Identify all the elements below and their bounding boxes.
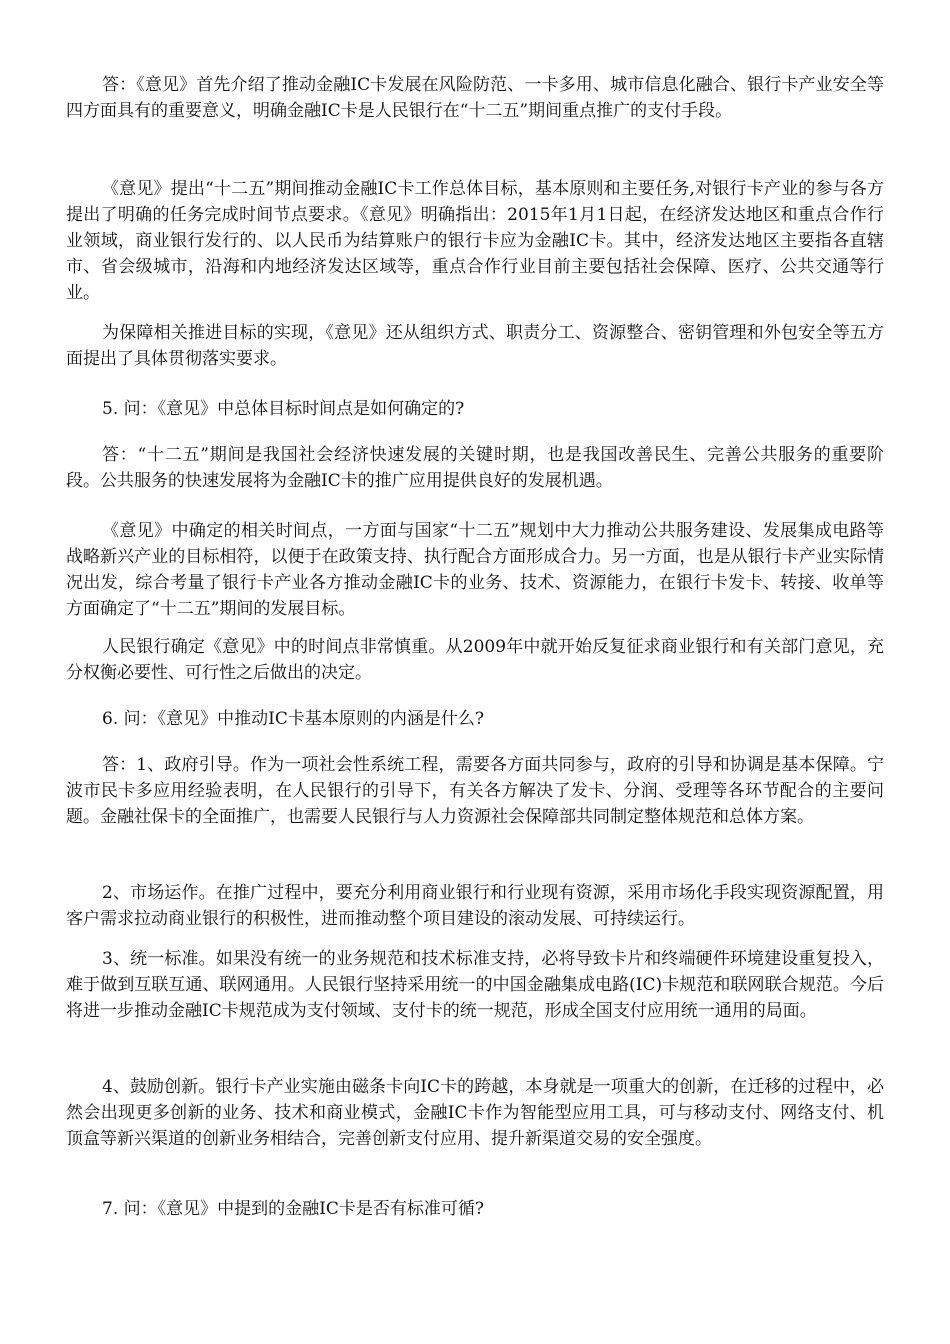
paragraph-time-points: 《意见》中确定的相关时间点，一方面与国家“十二五”规划中大力推动公共服务建设、发展集成电路等战略新兴产业的目标相符，以便于在政策支持、执行配合方面形成合力。另一方面，也是从银行卡产业实际情况出发，综合考量了银行卡产业各方推动金融IC卡的业务、技术、资源能力，在银行卡发卡、转接、收单等方面确定了“十二五”期间的发展目标。 bbox=[66, 521, 884, 619]
paragraph-pboc-decision: 人民银行确定《意见》中的时间点非常慎重。从2009年中就开始反复征求商业银行和有关部门意见，充分权衡必要性、可行性之后做出的决定。 bbox=[66, 637, 884, 683]
question-7: 7. 问：《意见》中提到的金融IC卡是否有标准可循? bbox=[102, 1199, 484, 1219]
question-6: 6. 问：《意见》中推动IC卡基本原则的内涵是什么? bbox=[102, 709, 484, 729]
paragraph-answer-5: 答：“十二五”期间是我国社会经济快速发展的关键时期，也是我国改善民生、完善公共服务的重要阶段。公共服务的快速发展将为金融IC卡的推广应用提供良好的发展机遇。 bbox=[66, 445, 884, 491]
paragraph-principle-2: 2、市场运作。在推广过程中，要充分利用商业银行和行业现有资源，采用市场化手段实现资源配置，用客户需求拉动商业银行的积极性，进而推动整个项目建设的滚动发展、可持续运行。 bbox=[66, 883, 884, 929]
paragraph-principle-3: 3、统一标准。如果没有统一的业务规范和技术标准支持，必将导致卡片和终端硬件环境建设重复投入，难于做到互联互通、联网通用。人民银行坚持采用统一的中国金融集成电路(IC)卡规范和联网联合规范。今后将进一步推动金融IC卡规范成为支付领域、支付卡的统一规范，形成全国支付应用统一通用的局面。 bbox=[66, 949, 884, 1021]
paragraph-answer-4-intro: 答：《意见》首先介绍了推动金融IC卡发展在风险防范、一卡多用、城市信息化融合、银行卡产业安全等四方面具有的重要意义，明确金融IC卡是人民银行在“十二五”期间重点推广的支付手段。 bbox=[66, 75, 884, 121]
paragraph-principle-1: 答：1、政府引导。作为一项社会性系统工程，需要各方面共同参与，政府的引导和协调是基本保障。宁波市民卡多应用经验表明，在人民银行的引导下，有关各方解决了发卡、分润、受理等各环节配合的主要问题。金融社保卡的全面推广，也需要人民银行与人力资源社会保障部共同制定整体规范和总体方案。 bbox=[66, 755, 884, 827]
paragraph-overall-goal: 《意见》提出“十二五”期间推动金融IC卡工作总体目标，基本原则和主要任务,对银行卡产业的参与各方提出了明确的任务完成时间节点要求。《意见》明确指出：2015年1月1日起，在经济发达地区和重点合作行业领域，商业银行发行的、以人民币为结算账户的银行卡应为金融IC卡。其中，经济发达地区主要指各直辖市、省会级城市，沿海和内地经济发达区域等，重点合作行业目前主要包括社会保障、医疗、公共交通等行业。 bbox=[66, 179, 884, 303]
question-5: 5. 问：《意见》中总体目标时间点是如何确定的? bbox=[102, 399, 465, 419]
paragraph-implementation: 为保障相关推进目标的实现，《意见》还从组织方式、职责分工、资源整合、密钥管理和外包安全等五方面提出了具体贯彻落实要求。 bbox=[66, 323, 884, 369]
paragraph-principle-4: 4、鼓励创新。银行卡产业实施由磁条卡向IC卡的跨越，本身就是一项重大的创新，在迁移的过程中，必然会出现更多创新的业务、技术和商业模式，金融IC卡作为智能型应用工具，可与移动支付、网络支付、机顶盒等新兴渠道的创新业务相结合，完善创新支付应用、提升新渠道交易的安全强度。 bbox=[66, 1077, 884, 1149]
